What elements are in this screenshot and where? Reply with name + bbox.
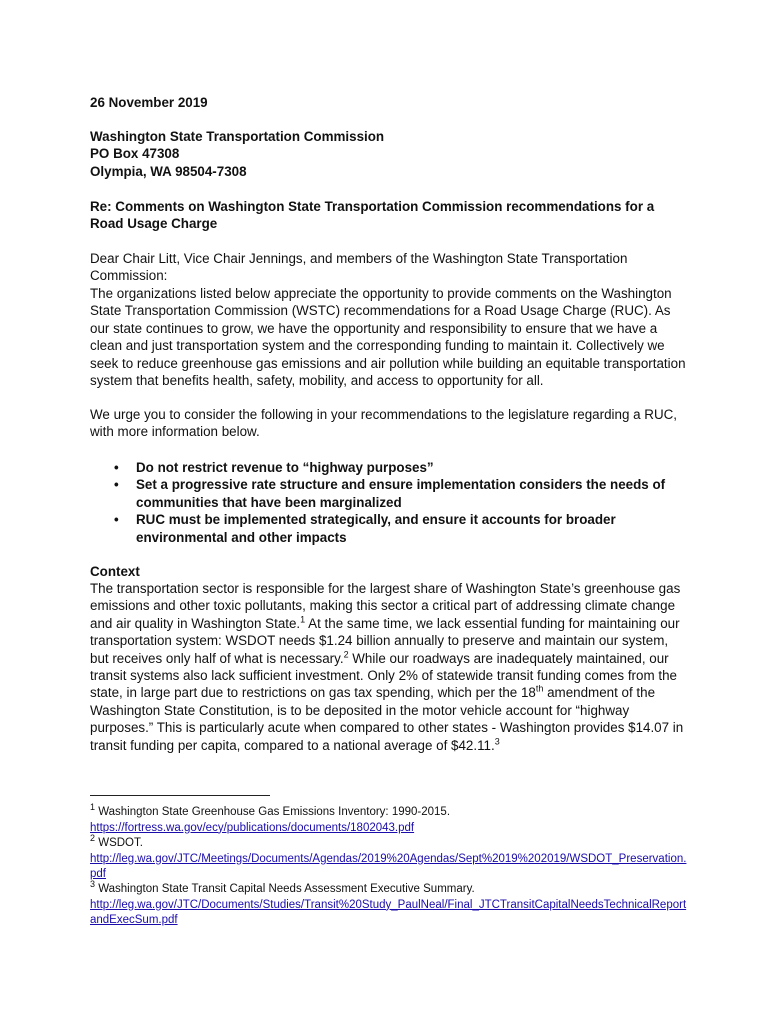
- letter-date: 26 November 2019: [90, 95, 208, 110]
- footnote-1: $^1$ Washington State Greenhouse Gas Emissions Inventory: 1990-2015. https://fortress.wa.gov/ecy/publications/documents/1802043.pdf: [90, 802, 451, 834]
- recommendation-item: • Do not restrict revenue to “highway purposes”: [90, 459, 690, 476]
- footnote-1-link[interactable]: https://fortress.wa.gov/ecy/publications/documents/1802043.pdf: [90, 821, 415, 834]
- subject-line: Re: Comments on Washington State Transportation Commission recommendations for a Road Usage Charge: [90, 199, 655, 232]
- footnote-3: $^3$ Washington State Transit Capital Needs Assessment Executive Summary. http://leg.wa.gov/JTC/Documents/Studies/Transit%20Study_PaulNeal/Final_JTCTransitCapitalNeedsTechnicalReportandExecSum.pdf: [90, 879, 687, 926]
- footnote-3-link[interactable]: http://leg.wa.gov/JTC/Documents/Studies/Transit%20Study_PaulNeal/Final_JTCTransitCapitalNeedsTechnicalReportandExecSum.pdf: [90, 898, 687, 926]
- address-line-3: Olympia, WA 98504-7308: [90, 163, 247, 179]
- footnote-ref-2: 2: [343, 649, 349, 660]
- salutation: Dear Chair Litt, Vice Chair Jennings, and members of the Washington State Transportation Commission:: [90, 251, 628, 284]
- recommendation-item: • Set a progressive rate structure and ensure implementation considers the needs of communities that have been marginalized: [90, 476, 690, 511]
- footnote-2-link[interactable]: http://leg.wa.gov/JTC/Meetings/Documents/Agendas/2019%20Agendas/Sept%2019%202019/WSDOT_Preservation.pdf: [90, 852, 687, 880]
- recipient-address: [90, 128, 690, 180]
- recommendation-list: [90, 459, 690, 546]
- urge-paragraph: We urge you to consider the following in your recommendations to the legislature regarding a RUC, with more information below.: [90, 407, 678, 440]
- footnote-ref-3: 3: [494, 736, 500, 747]
- footnote-2: $^2$ WSDOT. http://leg.wa.gov/JTC/Meetings/Documents/Agendas/2019%20Agendas/Sept%2019%202019/WSDOT_Preservation.pdf: [90, 833, 687, 880]
- context-heading: Context: [90, 564, 140, 579]
- context-paragraph: The transportation sector is responsible for the largest share of Washington State’s greenhouse gas emissions and other toxic pollutants, making this sector a critical part of addressing climate change and air quality in Washington State.$^1$ At the same time, we lack essential funding for maintaining our transportation system: WSDOT needs $1.24 billion annually to preserve and maintain our system, but receives only half of what is necessary.$^2$ While our roadways are inadequately maintained, our transit systems also lack sufficient investment. Only 2% of statewide transit funding comes from the state, in large part due to restrictions on gas tax spending, which per the 18th amendment of the Washington State Constitution, is to be deposited in the motor vehicle account for “highway purposes.” This is particularly acute when compared to other states - Washington provides $14.07 in transit funding per capita, compared to a national average of $42.11.$^3$: [90, 581, 684, 753]
- intro-paragraph: The organizations listed below appreciate the opportunity to provide comments on the Washington State Transportation Commission (WSTC) recommendations for a Road Usage Charge (RUC). As our state continues to grow, we have the opportunity and responsibility to ensure that we have a clean and just transportation system and the corresponding funding to maintain it. Collectively we seek to reduce greenhouse gas emissions and air pollution while building an equitable transportation system that benefits health, safety, mobility, and access to opportunity for all.: [90, 286, 686, 389]
- address-line-2: PO Box 47308: [90, 146, 180, 162]
- footnote-ref-1: 1: [300, 614, 306, 625]
- footnote-divider: [90, 795, 270, 796]
- recommendation-item: • RUC must be implemented strategically, and ensure it accounts for broader environmental and other impacts: [90, 511, 690, 546]
- address-line-1: Washington State Transportation Commission: [90, 129, 385, 144]
